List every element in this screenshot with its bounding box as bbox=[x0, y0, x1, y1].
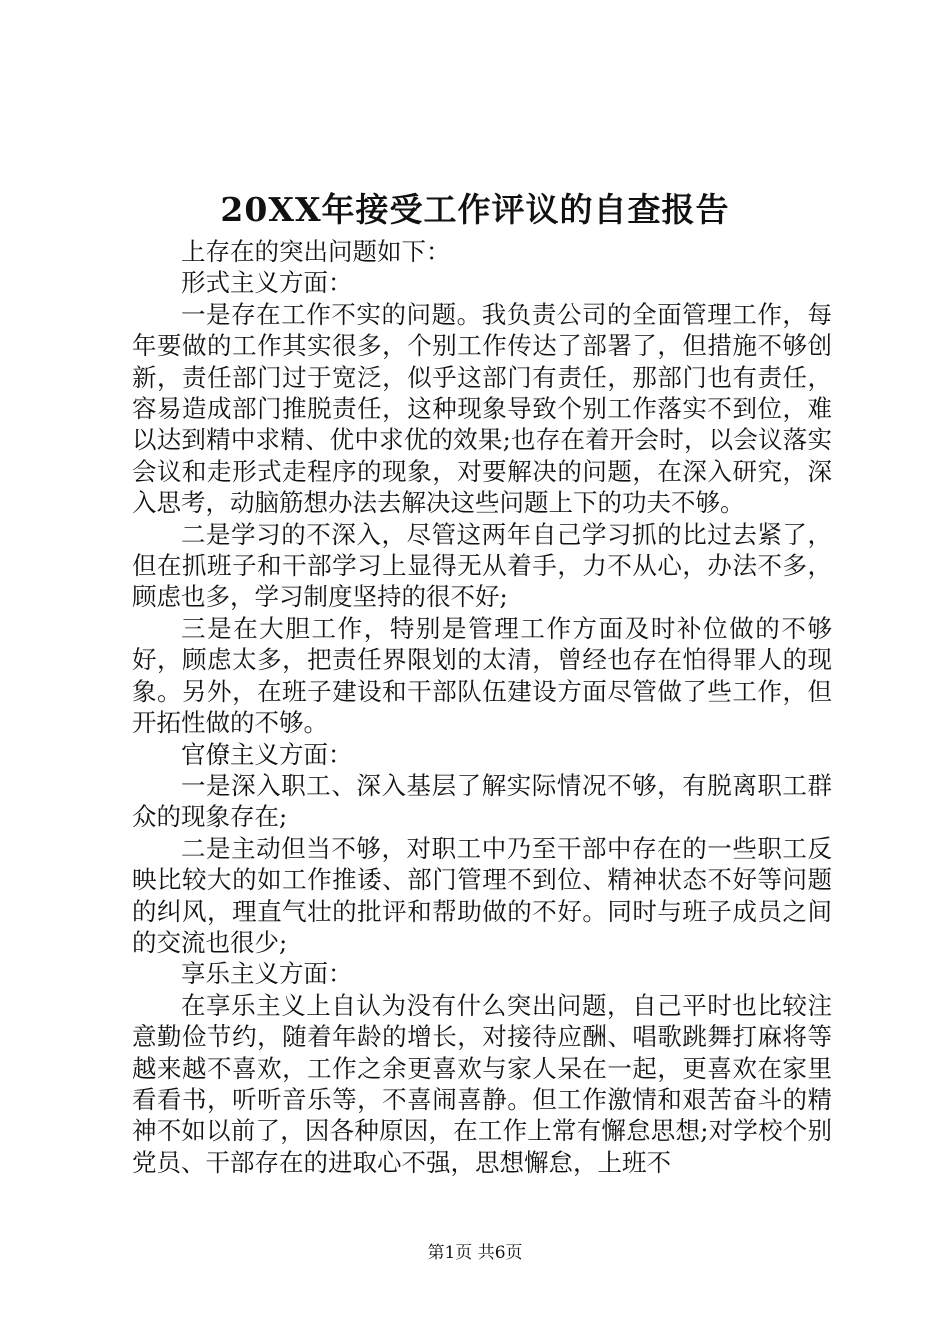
paragraph-bureaucratism-1: 一是深入职工、深入基层了解实际情况不够，有脱离职工群众的现象存在; bbox=[132, 770, 832, 832]
paragraph-bureaucratism-2: 二是主动但当不够，对职工中乃至干部中存在的一些职工反映比较大的如工作推诿、部门管理不到位、精神状态不好等问题的纠风，理直气壮的批评和帮助做的不好。同时与班子成员之间的交流也很少; bbox=[132, 833, 832, 957]
paragraph-formalism-1: 一是存在工作不实的问题。我负责公司的全面管理工作，每年要做的工作其实很多，个别工作传达了部署了，但措施不够创新，责任部门过于宽泛，似乎这部门有责任，那部门也有责任，容易造成部门推脱责任，这种现象导致个别工作落实不到位，难以达到精中求精、优中求优的效果;也存在着开会时，以会议落实会议和走形式走程序的现象，对要解决的问题，在深入研究，深入思考，动脑筋想办法去解决这些问题上下的功夫不够。 bbox=[132, 299, 832, 518]
document-title: 20XX年接受工作评议的自查报告 bbox=[220, 190, 730, 229]
section-heading-formalism: 形式主义方面： bbox=[181, 268, 353, 298]
paragraph-hedonism-1: 在享乐主义上自认为没有什么突出问题，自己平时也比较注意勤俭节约，随着年龄的增长，对接待应酬、唱歌跳舞打麻将等越来越不喜欢，工作之余更喜欢与家人呆在一起，更喜欢在家里看看书，听听音乐等，不喜闹喜静。但工作激情和艰苦奋斗的精神不如以前了，因各种原因，在工作上常有懈怠思想;对学校个别党员、干部存在的进取心不强，思想懈怠，上班不 bbox=[132, 990, 832, 1177]
page-indicator: 第1页 共6页 bbox=[427, 1243, 523, 1263]
paragraph-formalism-2: 二是学习的不深入，尽管这两年自己学习抓的比过去紧了，但在抓班子和干部学习上显得无从着手，力不从心，办法不多，顾虑也多，学习制度坚持的很不好; bbox=[132, 519, 832, 612]
paragraph-intro: 上存在的突出问题如下： bbox=[181, 237, 451, 266]
section-heading-hedonism: 享乐主义方面： bbox=[181, 959, 353, 989]
section-heading-bureaucratism: 官僚主义方面： bbox=[181, 739, 353, 769]
document-body bbox=[132, 236, 832, 1178]
paragraph-formalism-3: 三是在大胆工作，特别是管理工作方面及时补位做的不够好，顾虑太多，把责任界限划的太清，曾经也存在怕得罪人的现象。另外，在班子建设和干部队伍建设方面尽管做了些工作，但开拓性做的不够。 bbox=[132, 613, 832, 738]
